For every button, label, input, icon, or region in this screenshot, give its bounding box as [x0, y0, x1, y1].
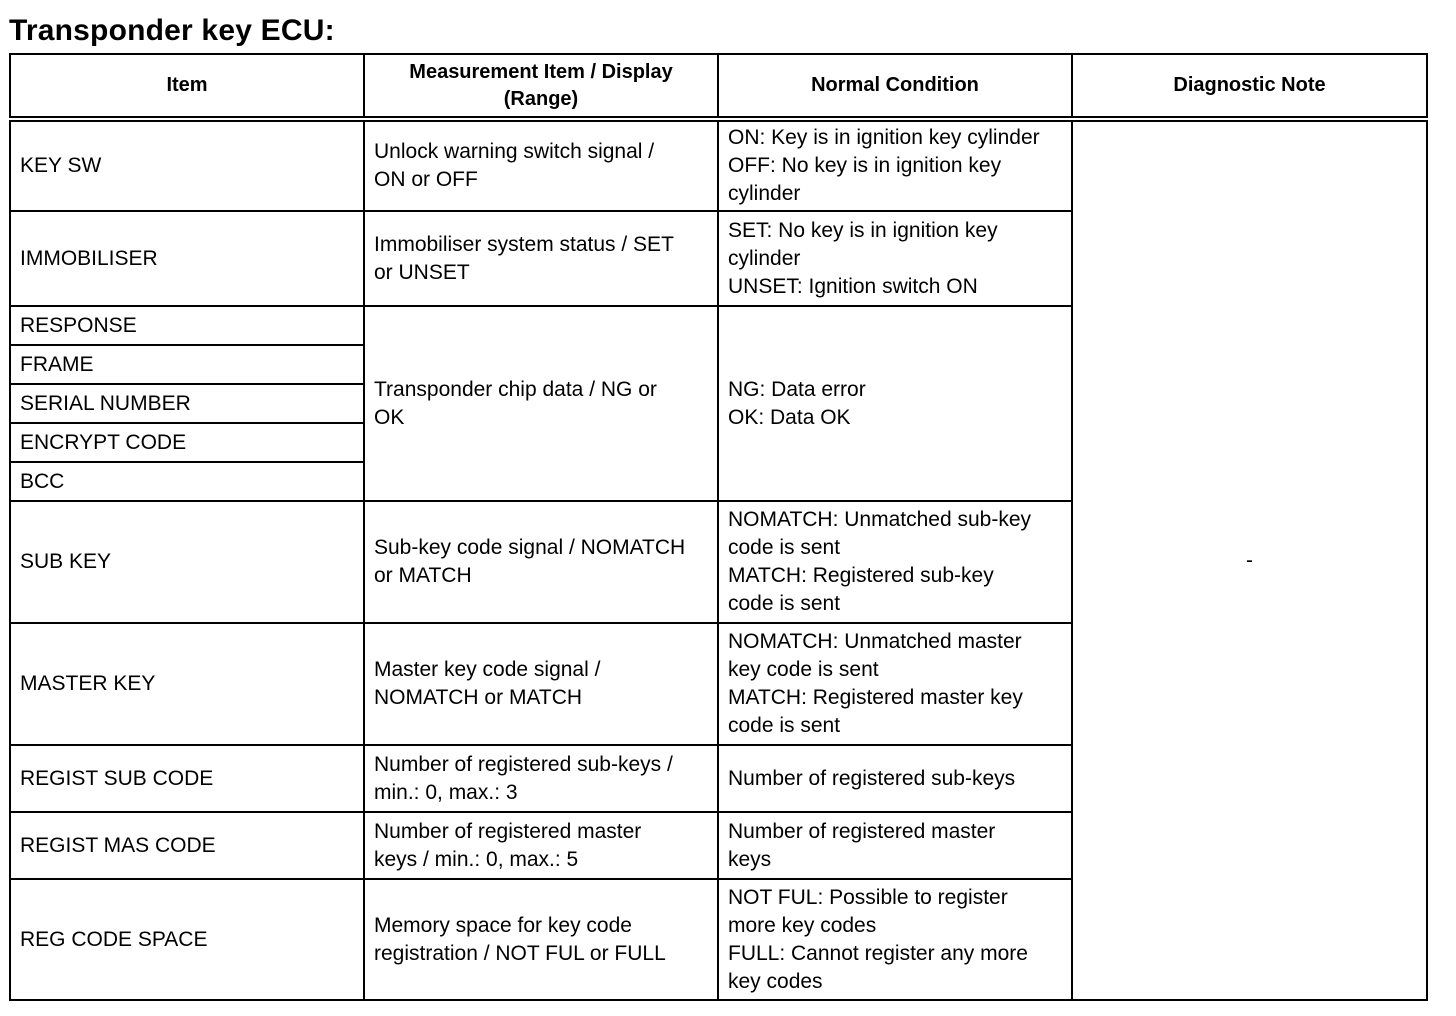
measurement-cell: Unlock warning switch signal / ON or OFF: [364, 119, 718, 211]
item-cell: FRAME: [10, 345, 364, 384]
item-cell: BCC: [10, 462, 364, 501]
normal-condition-cell: SET: No key is in ignition key cylinder UNSET: Ignition switch ON: [718, 211, 1072, 306]
measurement-cell: Number of registered master keys / min.: 0, max.: 5: [364, 812, 718, 879]
measurement-cell: Memory space for key code registration / NOT FUL or FULL: [364, 879, 718, 1000]
header-diagnostic-note: Diagnostic Note: [1072, 54, 1427, 119]
header-measurement: Measurement Item / Display (Range): [364, 54, 718, 119]
normal-condition-cell: NOMATCH: Unmatched master key code is sent MATCH: Registered master key code is sent: [718, 623, 1072, 745]
measurement-cell: Transponder chip data / NG or OK: [364, 306, 718, 501]
normal-condition-cell: NOMATCH: Unmatched sub-key code is sent MATCH: Registered sub-key code is sent: [718, 501, 1072, 623]
item-cell: SERIAL NUMBER: [10, 384, 364, 423]
data-list-table: [9, 53, 1428, 1001]
normal-condition-cell: NG: Data error OK: Data OK: [718, 306, 1072, 501]
item-cell: REGIST SUB CODE: [10, 745, 364, 812]
item-cell: ENCRYPT CODE: [10, 423, 364, 462]
measurement-cell: Sub-key code signal / NOMATCH or MATCH: [364, 501, 718, 623]
table-row: [10, 119, 1427, 211]
item-cell: IMMOBILISER: [10, 211, 364, 306]
item-cell: REG CODE SPACE: [10, 879, 364, 1000]
diagnostic-note-cell: -: [1072, 119, 1427, 1000]
header-item: Item: [10, 54, 364, 119]
item-cell: MASTER KEY: [10, 623, 364, 745]
measurement-cell: Number of registered sub-keys / min.: 0, max.: 3: [364, 745, 718, 812]
measurement-cell: Immobiliser system status / SET or UNSET: [364, 211, 718, 306]
normal-condition-cell: ON: Key is in ignition key cylinder OFF: No key is in ignition key cylinder: [718, 119, 1072, 211]
item-cell: SUB KEY: [10, 501, 364, 623]
normal-condition-cell: Number of registered master keys: [718, 812, 1072, 879]
item-cell: KEY SW: [10, 119, 364, 211]
measurement-cell: Master key code signal / NOMATCH or MATCH: [364, 623, 718, 745]
normal-condition-cell: Number of registered sub-keys: [718, 745, 1072, 812]
header-normal-condition: Normal Condition: [718, 54, 1072, 119]
item-cell: REGIST MAS CODE: [10, 812, 364, 879]
normal-condition-cell: NOT FUL: Possible to register more key codes FULL: Cannot register any more key codes: [718, 879, 1072, 1000]
page-title: Transponder key ECU:: [9, 14, 335, 47]
table-header-row: [10, 54, 1427, 119]
item-cell: RESPONSE: [10, 306, 364, 345]
